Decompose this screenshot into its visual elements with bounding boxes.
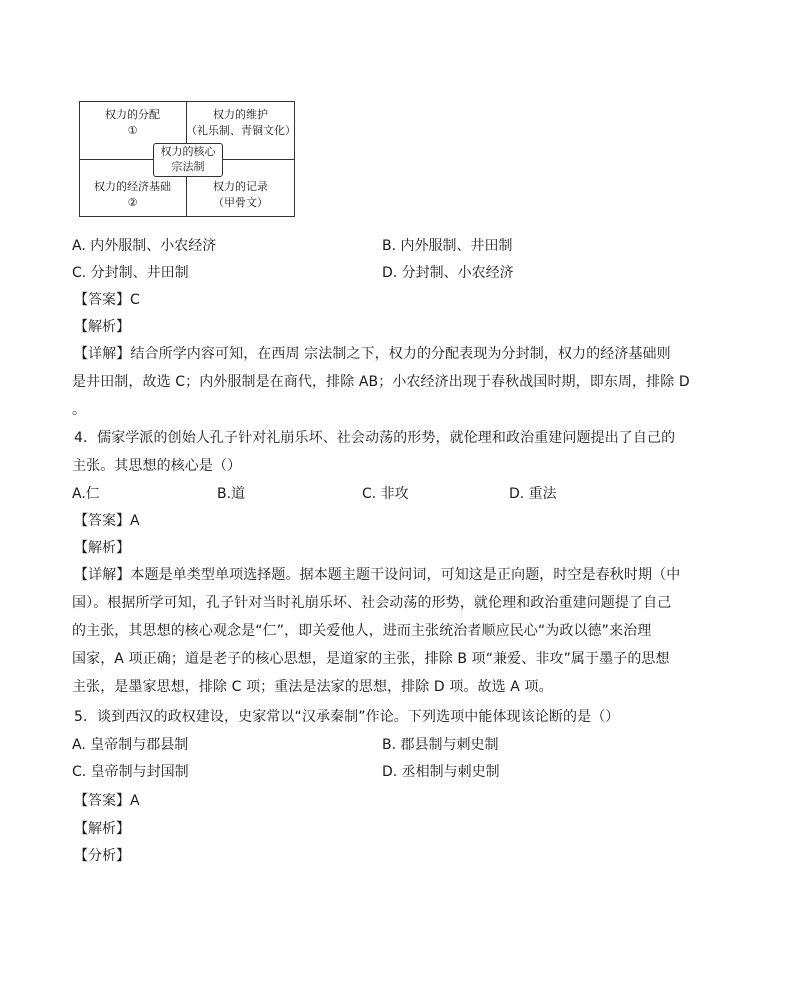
q5-fenxi-label: 【分析】 [74, 848, 130, 864]
cell-subtitle: （礼乐制、青铜文化） [186, 124, 296, 137]
q4-answer: 【答案】A [74, 513, 140, 529]
q5-option-d: D. 丞相制与刺史制 [382, 764, 500, 780]
q3-detail-line-2: 是井田制，故选 C；内外服制是在商代，排除 AB；小农经济出现于春秋战国时期，即东周，排除 D [72, 374, 690, 390]
cell-title: 权力的经济基础 [94, 180, 171, 193]
q5-option-b: B. 郡县制与刺史制 [382, 737, 499, 753]
q4-detail-line-1: 【详解】本题是单类型单项选择题。据本题主题干设问词，可知这是正向题，时空是春秋时期（中 [74, 567, 681, 583]
diagram-cell-distribution [79, 107, 186, 139]
power-structure-diagram [79, 101, 295, 217]
cell-title: 权力的记录 [213, 180, 268, 193]
q4-option-b: B.道 [217, 486, 246, 502]
q3-option-a: A. 内外服制、小农经济 [72, 238, 217, 254]
q3-detail-line-1: 【详解】结合所学内容可知，在西周 宗法制之下，权力的分配表现为分封制，权力的经济基础则 [74, 346, 671, 362]
q3-analysis-label: 【解析】 [74, 319, 130, 335]
cell-subtitle: ① [127, 124, 138, 137]
q5-analysis-label: 【解析】 [74, 821, 130, 837]
q3-answer: 【答案】C [74, 292, 140, 308]
cell-title: 权力的维护 [213, 108, 268, 121]
q3-detail-line-3: 。 [72, 402, 87, 418]
center-subtitle: 宗法制 [171, 160, 205, 173]
cell-title: 权力的分配 [105, 108, 160, 121]
q5-answer: 【答案】A [74, 793, 140, 809]
q3-option-b: B. 内外服制、井田制 [382, 238, 513, 254]
q4-detail-line-4: 国家，A 项正确；道是老子的核心思想，是道家的主张，排除 B 项“兼爱、非攻”属于墨子的思想 [72, 651, 670, 667]
q4-option-d: D. 重法 [509, 486, 557, 502]
center-title: 权力的核心 [160, 145, 216, 158]
q5-option-c: C. 皇帝制与封国制 [72, 764, 189, 780]
q4-stem-line-2: 主张。其思想的核心是（） [72, 458, 242, 474]
diagram-cell-maintenance [186, 107, 295, 139]
q5-option-a: A. 皇帝制与郡县制 [72, 737, 189, 753]
q4-analysis-label: 【解析】 [74, 540, 130, 556]
cell-subtitle: （甲骨文） [213, 196, 268, 209]
q4-detail-line-3: 的主张，其思想的核心观念是“仁”，即关爱他人，进而主张统治者顺应民心“为政以德”来治理 [72, 623, 652, 639]
cell-subtitle: ② [127, 196, 138, 209]
diagram-center-core [153, 143, 223, 177]
q3-option-c: C. 分封制、井田制 [72, 265, 189, 281]
q4-stem-line-1: 4．儒家学派的创始人孔子针对礼崩乐坏、社会动荡的形势，就伦理和政治重建问题提出了自己的 [74, 430, 676, 446]
q4-detail-line-2: 国）。根据所学可知，孔子针对当时礼崩乐坏、社会动荡的形势，就伦理和政治重建问题提了自己 [72, 595, 672, 611]
diagram-cell-economic-base [79, 179, 186, 211]
q5-stem: 5．谈到西汉的政权建设，史家常以“汉承秦制”作论。下列选项中能体现该论断的是（） [74, 709, 620, 725]
q4-detail-line-5: 主张，是墨家思想，排除 C 项；重法是法家的思想，排除 D 项。故选 A 项。 [72, 679, 553, 695]
diagram-cell-record [186, 179, 295, 211]
q4-option-a: A.仁 [72, 486, 100, 502]
q4-option-c: C. 非攻 [362, 486, 409, 502]
q3-option-d: D. 分封制、小农经济 [382, 265, 514, 281]
